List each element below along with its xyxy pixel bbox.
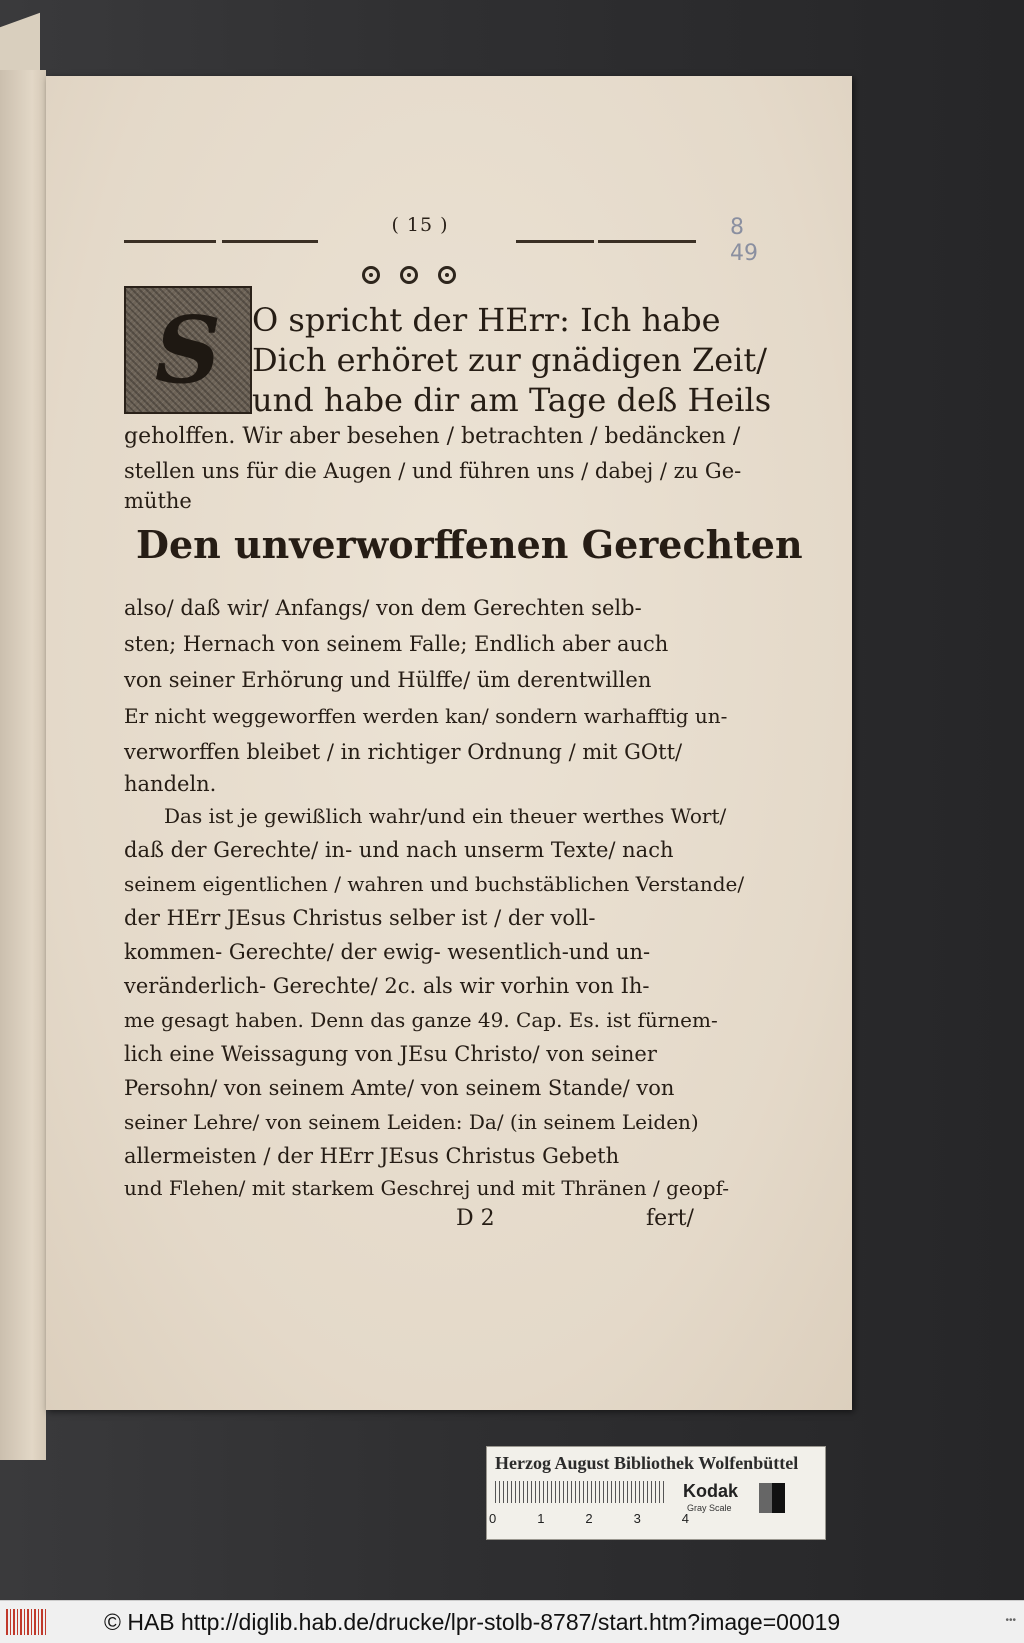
text-line: stellen uns für die Augen / und führen uns / dabej / zu Ge-	[124, 459, 742, 483]
text-line: Er nicht weggeworffen werden kan/ sondern warhafftig un-	[124, 704, 728, 728]
ruler-numbers	[489, 1511, 689, 1526]
text-line: O spricht der HErr: Ich habe	[252, 301, 721, 339]
text-line: handeln.	[124, 772, 217, 796]
text-line: verworffen bleibet / in richtiger Ordnung / mit GOtt/	[124, 740, 683, 764]
menu-dots-icon[interactable]: •••	[1005, 1615, 1016, 1626]
text-line: me gesagt haben. Denn das ganze 49. Cap. Es. ist fürnem-	[124, 1008, 718, 1032]
text-line: und Flehen/ mit starkem Geschrej und mit Thränen / geopf-	[124, 1176, 730, 1200]
text-line: der HErr JEsus Christus selber ist / der voll-	[124, 906, 596, 930]
text-line: kommen- Gerechte/ der ewig- wesentlich-und un-	[124, 940, 651, 964]
text-line: seinem eigentlichen / wahren und buchstäblichen Verstande/	[124, 872, 745, 896]
ruler-number: 2	[585, 1511, 593, 1526]
text-line: Das ist je gewißlich wahr/und ein theuer werthes Wort/	[164, 804, 727, 828]
text-line: von seiner Erhörung und Hülffe/ üm derentwillen	[124, 668, 652, 692]
header-rule	[516, 240, 594, 243]
ruler-number: 1	[537, 1511, 545, 1526]
text-line: müthe	[124, 489, 192, 513]
text-line: lich eine Weissagung von JEsu Christo/ von seiner	[124, 1042, 657, 1066]
scale-ruler	[495, 1481, 667, 1503]
header-rule	[124, 240, 216, 243]
text-line: und habe dir am Tage deß Heils	[252, 381, 772, 419]
text-line: allermeisten / der HErr JEsus Christus Gebeth	[124, 1144, 620, 1168]
header-rule	[598, 240, 696, 243]
text-line: seiner Lehre/ von seinem Leiden: Da/ (in seinem Leiden)	[124, 1110, 699, 1134]
text-line: Dich erhöret zur gnädigen Zeit/	[252, 341, 768, 379]
decorated-initial	[124, 286, 252, 414]
header-rule	[222, 240, 318, 243]
library-name: Herzog August Bibliothek Wolfenbüttel	[495, 1453, 799, 1473]
text-line: daß der Gerechte/ in- und nach unserm Texte/ nach	[124, 838, 674, 862]
viewer-footer	[0, 1600, 1024, 1643]
pencil-mark: 49	[730, 241, 758, 266]
flower-ornament-icon	[438, 266, 456, 284]
facing-page-edge	[0, 70, 46, 1460]
ornament-row	[362, 266, 456, 284]
pencil-mark: 8	[730, 215, 744, 240]
initial-letter: S	[154, 296, 222, 404]
flower-ornament-icon	[400, 266, 418, 284]
text-line: veränderlich- Gerechte/ 2c. als wir vorhin von Ih-	[124, 974, 650, 998]
page-number: ( 15 )	[391, 214, 449, 236]
library-label-card	[486, 1446, 826, 1540]
ruler-number: 0	[489, 1511, 497, 1526]
kodak-brand: Kodak	[683, 1481, 739, 1501]
gray-scale-label: Gray Scale	[687, 1503, 732, 1513]
ruler-number: 4	[681, 1511, 689, 1526]
section-heading: Den unverworffenen Gerechten	[136, 522, 803, 567]
pencil-annotation	[730, 215, 758, 267]
text-line: also/ daß wir/ Anfangs/ von dem Gerechten selb-	[124, 596, 642, 620]
gray-scale-patch	[759, 1483, 785, 1513]
signature-mark: D 2	[456, 1206, 495, 1231]
text-line: sten; Hernach von seinem Falle; Endlich aber auch	[124, 632, 669, 656]
text-line: geholffen. Wir aber besehen / betrachten / bedäncken /	[124, 424, 741, 449]
catchword: fert/	[646, 1206, 694, 1231]
source-url-link[interactable]: © HAB http://diglib.hab.de/drucke/lpr-stolb-8787/start.htm?image=00019	[104, 1609, 841, 1635]
ruler-number: 3	[633, 1511, 641, 1526]
text-line: Persohn/ von seinem Amte/ von seinem Stande/ von	[124, 1076, 675, 1100]
flower-ornament-icon	[362, 266, 380, 284]
hab-logo-icon	[6, 1609, 46, 1635]
